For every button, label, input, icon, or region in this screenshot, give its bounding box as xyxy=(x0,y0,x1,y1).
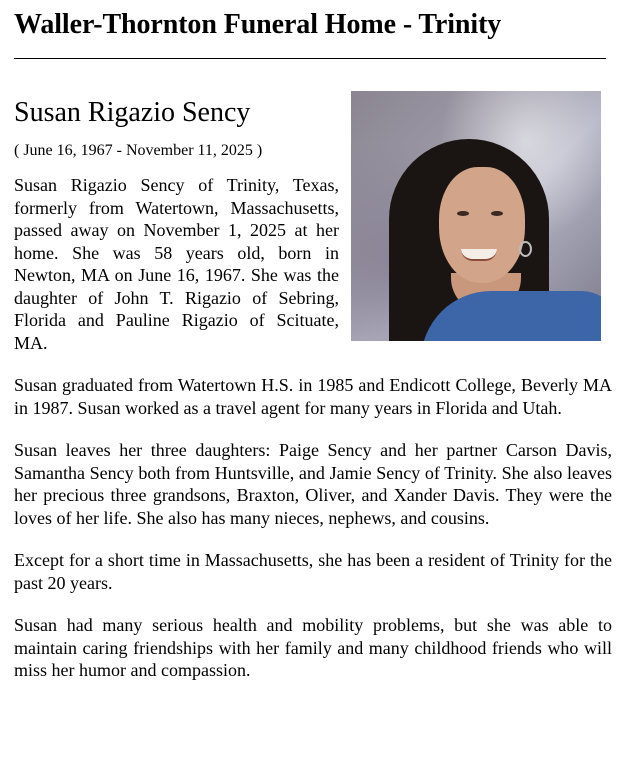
portrait-photo xyxy=(351,91,601,341)
obituary-paragraph: Susan Rigazio Sency of Trinity, Texas, formerly from Watertown, Massachusetts, passed away on November 1, 2025 at her home. She was 58 years old, born in Newton, MA on June 16, 1967. She was the daughter of John T. Rigazio of Sebring, Florida and Pauline Rigazio of Scituate, MA. xyxy=(14,175,339,353)
site-title: Waller-Thornton Funeral Home - Trinity xyxy=(14,9,502,40)
obituary-paragraph: Except for a short time in Massachusetts, she has been a resident of Trinity for the past 20 years. xyxy=(14,550,612,593)
obituary-paragraph: Susan had many serious health and mobility problems, but she was able to maintain caring friendships with her family and many childhood friends who will miss her humor and compassion. xyxy=(14,615,612,680)
obituary-paragraph: Susan leaves her three daughters: Paige Sency and her partner Carson Davis, Samantha Sency both from Huntsville, and Jamie Sency of Trinity. She also leaves her precious three grandsons, Braxton, Oliver, and Xander Davis. They were the loves of her life. She also has many nieces, nephews, and cousins. xyxy=(14,440,612,528)
photo-earring xyxy=(519,241,532,257)
photo-eye-left xyxy=(457,211,469,216)
deceased-name: Susan Rigazio Sency xyxy=(14,97,251,128)
obituary-content xyxy=(14,97,612,682)
obituary-paragraph: Susan graduated from Watertown H.S. in 1985 and Endicott College, Beverly MA in 1987. Susan worked as a travel agent for many years in Florida and Utah. xyxy=(14,375,612,418)
photo-face xyxy=(439,167,525,283)
photo-eye-right xyxy=(491,211,503,216)
life-dates: ( June 16, 1967 - November 11, 2025 ) xyxy=(14,142,263,159)
header-divider xyxy=(14,58,606,59)
